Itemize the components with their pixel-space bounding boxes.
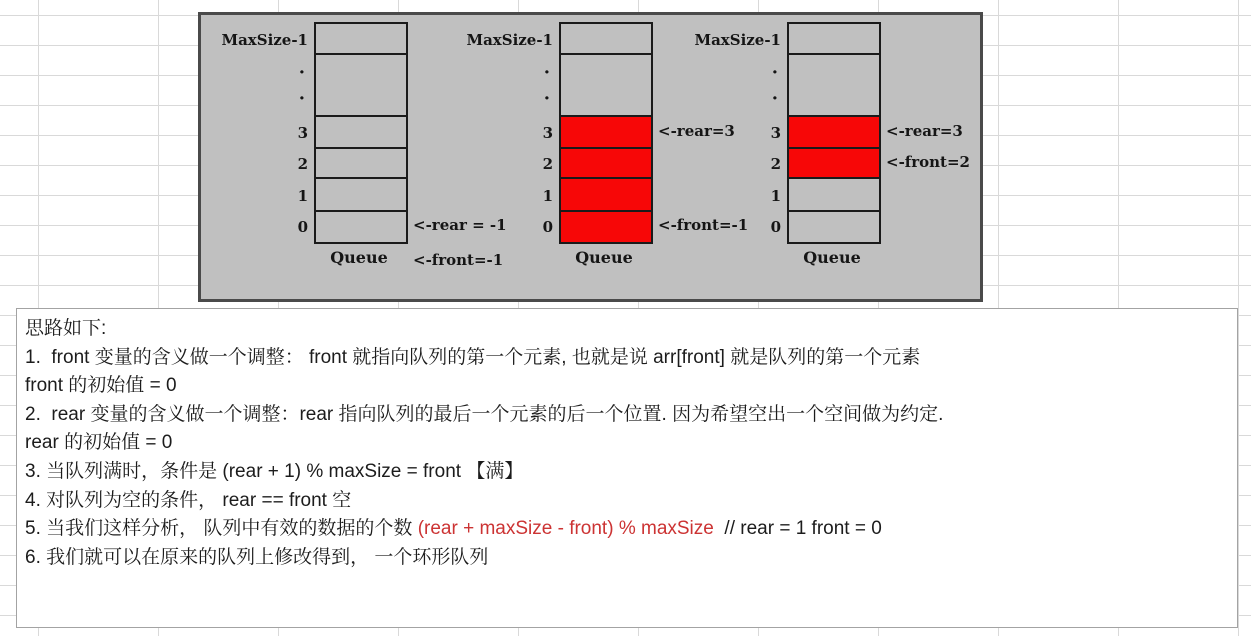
queue-cell bbox=[316, 24, 406, 55]
notes-text: 4. 对队列为空的条件， rear == front 空 bbox=[25, 489, 352, 511]
pointer-label: <-front=-1 bbox=[658, 216, 749, 234]
pointer-label: <-rear=3 bbox=[886, 122, 963, 140]
notes-text: 思路如下: bbox=[25, 318, 107, 339]
queue-cell bbox=[789, 55, 879, 117]
row-index-label: 3 bbox=[542, 124, 553, 142]
row-index-label: MaxSize-1 bbox=[694, 30, 781, 49]
queue-cell-filled bbox=[789, 149, 879, 179]
ellipsis-dot: · bbox=[543, 88, 550, 110]
row-index-labels bbox=[212, 24, 308, 242]
ellipsis-dot: · bbox=[298, 88, 305, 110]
queue-cell bbox=[316, 179, 406, 212]
row-index-labels bbox=[685, 24, 781, 242]
queue-cell bbox=[789, 212, 879, 242]
row-index-label: 2 bbox=[297, 155, 308, 173]
notes-text: // rear = 1 front = 0 bbox=[713, 518, 882, 540]
queue-diagrams-panel bbox=[198, 12, 983, 302]
notes-text: rear 的初始值 = 0 bbox=[25, 432, 173, 454]
notes-text: 5. 当我们这样分析， 队列中有效的数据的个数 bbox=[25, 518, 418, 540]
row-index-label: 3 bbox=[770, 124, 781, 142]
row-index-label: 1 bbox=[770, 186, 781, 205]
notes-line-9 bbox=[25, 544, 1227, 573]
notes-text: 6. 我们就可以在原来的队列上修改得到， 一个环形队列 bbox=[25, 546, 489, 568]
notes-line-5 bbox=[25, 429, 1227, 458]
notes-line-2 bbox=[25, 344, 1227, 373]
queue-cell-filled bbox=[561, 117, 651, 149]
row-index-label: 1 bbox=[542, 186, 553, 205]
notes-text: 1. front 变量的含义做一个调整： front 就指向队列的第一个元素, 也就是说 arr[front] 就是队列的第一个元素 bbox=[25, 346, 921, 368]
notes-line-8 bbox=[25, 515, 1227, 544]
row-index-label: 0 bbox=[770, 218, 781, 236]
row-index-label: MaxSize-1 bbox=[221, 30, 308, 49]
queue-array bbox=[787, 22, 881, 244]
queue-cell-filled bbox=[561, 212, 651, 242]
ellipsis-dot: · bbox=[298, 61, 305, 83]
ellipsis-dot: · bbox=[771, 88, 778, 110]
notes-line-6 bbox=[25, 458, 1227, 487]
queue-cell bbox=[316, 117, 406, 149]
notes-line-7 bbox=[25, 487, 1227, 516]
queue-cell-filled bbox=[561, 149, 651, 179]
formula-red-text: (rear + maxSize - front) % maxSize bbox=[417, 518, 714, 540]
pointer-label: <-front=-1 bbox=[413, 251, 504, 269]
notes-box bbox=[16, 308, 1238, 628]
queue-caption: Queue bbox=[330, 248, 388, 267]
queue-cell bbox=[561, 55, 651, 117]
queue-array bbox=[314, 22, 408, 244]
notes-line-4 bbox=[25, 401, 1227, 430]
row-index-label: 2 bbox=[770, 155, 781, 173]
pointer-label: <-front=2 bbox=[886, 153, 970, 171]
row-index-labels bbox=[457, 24, 553, 242]
row-index-label: 1 bbox=[297, 186, 308, 205]
row-index-label: 0 bbox=[542, 218, 553, 236]
row-index-label: 0 bbox=[297, 218, 308, 236]
queue-cell-filled bbox=[789, 117, 879, 149]
queue-cell bbox=[316, 212, 406, 242]
queue-caption: Queue bbox=[575, 248, 633, 267]
queue-cell-filled bbox=[561, 179, 651, 212]
queue-cell bbox=[789, 24, 879, 55]
ellipsis-rows-label bbox=[212, 55, 308, 117]
notes-text: 2. rear 变量的含义做一个调整：rear 指向队列的最后一个元素的后一个位置. 因为希望空出一个空间做为约定. bbox=[25, 403, 944, 425]
queue-cell bbox=[316, 55, 406, 117]
pointer-label: <-rear=3 bbox=[658, 122, 735, 140]
ellipsis-rows-label bbox=[685, 55, 781, 117]
queue-cell bbox=[316, 149, 406, 179]
queue-cell bbox=[789, 179, 879, 212]
row-index-label: MaxSize-1 bbox=[466, 30, 553, 49]
queue-cell bbox=[561, 24, 651, 55]
notes-line-3 bbox=[25, 372, 1227, 401]
notes-text: front 的初始值 = 0 bbox=[25, 375, 177, 397]
ellipsis-rows-label bbox=[457, 55, 553, 117]
row-index-label: 2 bbox=[542, 155, 553, 173]
queue-array bbox=[559, 22, 653, 244]
queue-caption: Queue bbox=[803, 248, 861, 267]
pointer-label: <-rear = -1 bbox=[413, 216, 507, 234]
notes-line-1 bbox=[25, 315, 1227, 344]
notes-text: 3. 当队列满时，条件是 (rear + 1) % maxSize = front 【满】 bbox=[25, 460, 524, 482]
row-index-label: 3 bbox=[297, 124, 308, 142]
ellipsis-dot: · bbox=[543, 61, 550, 83]
ellipsis-dot: · bbox=[771, 61, 778, 83]
